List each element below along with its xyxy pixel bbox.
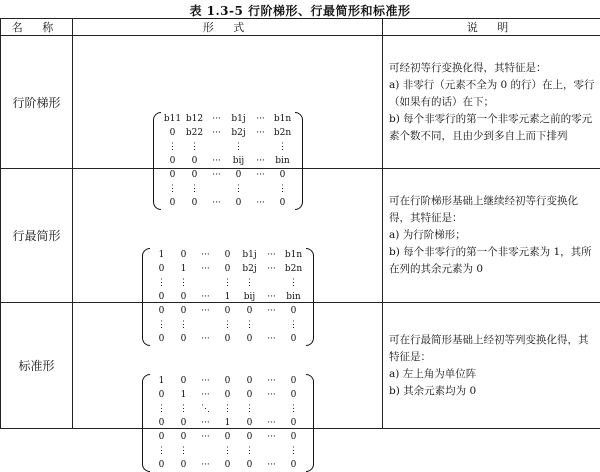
matrix-entry: ⋮ — [228, 140, 250, 154]
matrix-entry: b2n — [283, 262, 305, 276]
table-caption: 表 1.3-5 行阶梯形、行最简形和标准形 — [0, 2, 600, 19]
left-paren — [153, 112, 161, 210]
matrix-entry: b1n — [272, 112, 294, 126]
matrix-entry: 0 — [217, 262, 239, 276]
matrix-entry: 1 — [151, 374, 173, 388]
matrix-entry: 0 — [283, 416, 305, 430]
description-line: a) 非零行（元素不全为 0 的行）在上，零行（如果有的话）在下； — [389, 77, 596, 111]
matrix-entry: 0 — [272, 196, 294, 210]
matrix-entry: 0 — [162, 154, 184, 168]
matrix-entry: 0 — [151, 430, 173, 444]
matrix-entry: bin — [283, 290, 305, 304]
matrix-entry: bij — [239, 290, 261, 304]
matrix-entry: b1j — [239, 248, 261, 262]
matrix-entry: 0 — [239, 304, 261, 318]
matrix-entry: 0 — [151, 332, 173, 346]
matrix-entry: ··· — [250, 154, 272, 168]
matrix-entry: ⋮ — [173, 318, 195, 332]
matrix-entry: ⋮ — [173, 276, 195, 290]
matrix-entry: b2j — [239, 262, 261, 276]
matrix-entry: ⋮ — [217, 402, 239, 416]
matrix-entry: ··· — [206, 112, 228, 126]
matrix-entry: 0 — [162, 126, 184, 140]
description-line: 可经初等行变换化得，其特征是： — [389, 60, 596, 77]
row-name: 行最简形 — [1, 169, 73, 303]
description-line: a) 左上角为单位阵 — [389, 366, 596, 383]
matrix-entry: b12 — [184, 112, 206, 126]
matrix-entry: ⋮ — [283, 318, 305, 332]
matrix-entry: 0 — [173, 332, 195, 346]
description-line: a) 为行阶梯形； — [389, 227, 596, 244]
header-form: 形 式 — [73, 19, 383, 36]
right-paren — [306, 248, 314, 346]
matrix-entry: 0 — [239, 458, 261, 472]
matrix-entry: ··· — [261, 332, 283, 346]
matrix-entry: 0 — [173, 416, 195, 430]
description — [383, 169, 600, 303]
matrix-entry: 0 — [239, 430, 261, 444]
matrix-entry: 0 — [173, 458, 195, 472]
matrix-entry: ··· — [195, 248, 217, 262]
matrix-entry: ··· — [195, 388, 217, 402]
matrix-entry: ⋮ — [151, 444, 173, 458]
matrix-entry: ··· — [206, 154, 228, 168]
matrix-entry: ⋮ — [217, 318, 239, 332]
matrix-entry: ··· — [261, 290, 283, 304]
matrix-entry: 0 — [217, 430, 239, 444]
matrix-entry: ··· — [206, 126, 228, 140]
description-line: b) 其余元素均为 0 — [389, 383, 596, 400]
matrix-entry: 0 — [217, 458, 239, 472]
matrix-entry: 0 — [151, 262, 173, 276]
matrix-entry: 0 — [217, 332, 239, 346]
matrix-entry: ··· — [261, 430, 283, 444]
matrix-entry — [250, 140, 272, 154]
matrix-entry: 0 — [151, 290, 173, 304]
matrix-entry: ··· — [195, 458, 217, 472]
description-line: 可在行最简形基础上经初等列变换化得，其特征是： — [389, 332, 596, 366]
matrix-entry: b1j — [228, 112, 250, 126]
description — [383, 36, 600, 169]
matrix-entry: ··· — [250, 196, 272, 210]
right-paren — [295, 112, 303, 210]
matrix-entry: bij — [228, 154, 250, 168]
matrix-entry: 0 — [217, 248, 239, 262]
matrix-entry: 0 — [228, 196, 250, 210]
matrix-entry — [195, 276, 217, 290]
row-name: 行阶梯形 — [1, 36, 73, 169]
matrix-reduced-row-echelon — [151, 248, 305, 346]
matrix-entry — [261, 276, 283, 290]
matrix-entry: 0 — [217, 374, 239, 388]
matrix-entry: 0 — [173, 374, 195, 388]
matrix-entry: ··· — [261, 248, 283, 262]
matrix-standard-form — [151, 374, 305, 472]
matrix-entry: 0 — [184, 196, 206, 210]
description-line: b) 每个非零行的第一个非零元素之前的零元素个数不同，且由少到多自上而下排列 — [389, 111, 596, 145]
matrix-entry — [261, 402, 283, 416]
matrix-entry: ⋮ — [217, 444, 239, 458]
matrix-entry: ⋮ — [239, 402, 261, 416]
matrix-forms-table — [0, 18, 600, 429]
matrix-entry: b2j — [228, 126, 250, 140]
matrix-entry: 0 — [239, 332, 261, 346]
matrix-entry: ··· — [261, 458, 283, 472]
left-paren — [142, 248, 150, 346]
matrix-entry: b22 — [184, 126, 206, 140]
matrix-entry: ⋮ — [283, 444, 305, 458]
matrix-entry — [261, 444, 283, 458]
header-name: 名 称 — [1, 19, 73, 36]
matrix-entry: ··· — [261, 388, 283, 402]
matrix-entry: ··· — [261, 416, 283, 430]
matrix-entry: ⋱ — [195, 402, 217, 416]
matrix-entry: ··· — [261, 374, 283, 388]
matrix-entry — [261, 318, 283, 332]
matrix-entry: ⋮ — [239, 444, 261, 458]
matrix-entry: 0 — [272, 168, 294, 182]
matrix-entry: ⋮ — [239, 318, 261, 332]
matrix-entry: 1 — [173, 388, 195, 402]
matrix-entry: 0 — [239, 388, 261, 402]
matrix-entry: 0 — [151, 388, 173, 402]
matrix-entry: bin — [272, 154, 294, 168]
matrix-entry: ··· — [195, 262, 217, 276]
matrix-entry: ⋮ — [173, 444, 195, 458]
matrix-entry: 1 — [217, 290, 239, 304]
matrix-entry: ··· — [206, 196, 228, 210]
matrix-entry: 0 — [217, 388, 239, 402]
description-line: b) 每个非零行的第一个非零元素为 1，其所在列的其余元素为 0 — [389, 244, 596, 278]
matrix-entry: 0 — [217, 304, 239, 318]
matrix-entry: 0 — [239, 416, 261, 430]
description-line: 可在行阶梯形基础上继续经初等行变换化得，其特征是： — [389, 193, 596, 227]
matrix-entry: ··· — [250, 168, 272, 182]
matrix-entry: ⋮ — [173, 402, 195, 416]
matrix-entry: 0 — [173, 304, 195, 318]
matrix-entry: 0 — [283, 374, 305, 388]
matrix-entry: 0 — [239, 374, 261, 388]
matrix-entry: ⋮ — [217, 276, 239, 290]
matrix-entry: ··· — [261, 304, 283, 318]
matrix-entry: 0 — [151, 304, 173, 318]
matrix-entry: ··· — [250, 126, 272, 140]
matrix-entry — [250, 182, 272, 196]
matrix-entry — [206, 182, 228, 196]
matrix-entry — [206, 140, 228, 154]
matrix-entry: ⋮ — [184, 140, 206, 154]
matrix-entry: ⋮ — [151, 276, 173, 290]
right-paren — [306, 374, 314, 472]
matrix-entry: ⋮ — [272, 140, 294, 154]
matrix-entry: ⋮ — [272, 182, 294, 196]
matrix-entry: ⋮ — [162, 182, 184, 196]
matrix-entry: 0 — [173, 290, 195, 304]
matrix-entry: 0 — [283, 388, 305, 402]
matrix-entry: ⋮ — [151, 402, 173, 416]
matrix-entry: ⋮ — [283, 276, 305, 290]
matrix-entry: ··· — [250, 112, 272, 126]
matrix-entry — [195, 318, 217, 332]
matrix-entry: ⋮ — [228, 182, 250, 196]
matrix-entry: ··· — [195, 416, 217, 430]
matrix-entry: 0 — [184, 154, 206, 168]
matrix-row-echelon — [162, 112, 294, 210]
matrix-entry: 0 — [283, 458, 305, 472]
matrix-entry: 0 — [283, 304, 305, 318]
matrix-entry: b2n — [272, 126, 294, 140]
matrix-entry: 0 — [151, 458, 173, 472]
matrix-entry: 0 — [184, 168, 206, 182]
matrix-entry: 0 — [173, 430, 195, 444]
matrix-entry: ··· — [206, 168, 228, 182]
matrix-entry: ··· — [261, 262, 283, 276]
left-paren — [142, 374, 150, 472]
matrix-entry: 1 — [217, 416, 239, 430]
matrix-entry: ··· — [195, 304, 217, 318]
header-row — [1, 19, 600, 36]
matrix-entry: 0 — [283, 332, 305, 346]
matrix-entry: ⋮ — [151, 318, 173, 332]
matrix-entry: 0 — [162, 196, 184, 210]
matrix-entry: ⋮ — [184, 182, 206, 196]
matrix-entry — [195, 444, 217, 458]
matrix-entry: ⋮ — [283, 402, 305, 416]
matrix-entry: ⋮ — [239, 276, 261, 290]
matrix-cell — [73, 36, 383, 169]
matrix-entry: 1 — [151, 248, 173, 262]
matrix-entry: ··· — [195, 290, 217, 304]
matrix-entry: 0 — [162, 168, 184, 182]
row-name: 标准形 — [1, 303, 73, 429]
matrix-entry: 0 — [283, 430, 305, 444]
table-row — [1, 36, 600, 169]
matrix-entry: ··· — [195, 430, 217, 444]
header-desc: 说 明 — [383, 19, 600, 36]
matrix-entry: 0 — [173, 248, 195, 262]
matrix-entry: b11 — [162, 112, 184, 126]
matrix-entry: 0 — [151, 416, 173, 430]
matrix-entry: ··· — [195, 374, 217, 388]
matrix-entry: ··· — [195, 332, 217, 346]
matrix-entry: 0 — [228, 168, 250, 182]
matrix-entry: ⋮ — [162, 140, 184, 154]
matrix-entry: 1 — [173, 262, 195, 276]
description — [383, 303, 600, 429]
matrix-entry: b1n — [283, 248, 305, 262]
